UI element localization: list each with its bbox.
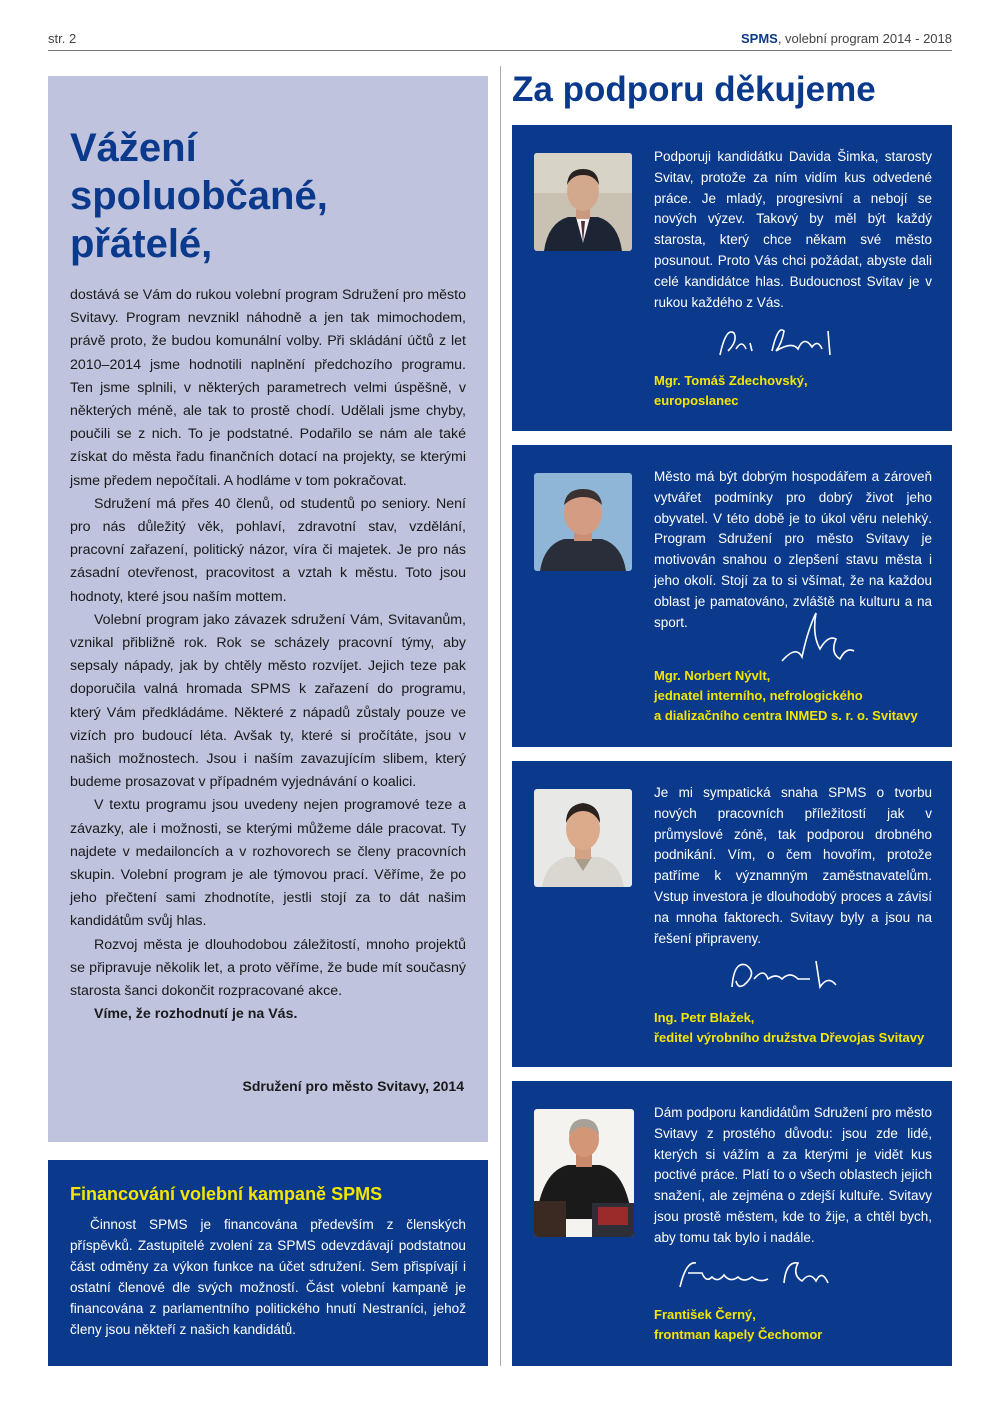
endorser-name-line: Ing. Petr Blažek, bbox=[654, 1010, 755, 1025]
endorser-role-line: ředitel výrobního družstva Dřevojas Svitavy bbox=[654, 1030, 925, 1045]
portrait-photo bbox=[534, 1109, 634, 1237]
support-title: Za podporu děkujeme bbox=[512, 70, 876, 109]
financing-box bbox=[48, 1160, 488, 1366]
endorser-name bbox=[654, 1305, 822, 1345]
signature-image bbox=[772, 605, 862, 671]
endorsement-card bbox=[512, 125, 952, 431]
signature-image bbox=[724, 953, 854, 997]
page-header bbox=[48, 28, 952, 51]
letter-paragraph: V textu programu jsou uvedeny nejen programové teze a závazky, ale i možnosti, se kterými můžeme dále pracovat. Ty najdete v medailoncích a v rozhovorech se členy pracovních skupin. Volební program je ale týmovou prací. Věříme, že po jeho přečtení sami zhodnotíte, jestli stojí za to dát našim kandidátům svůj hlas. bbox=[70, 797, 466, 930]
portrait-photo bbox=[534, 789, 632, 887]
letter-signature: Sdružení pro město Svitavy, 2014 bbox=[242, 1078, 464, 1094]
signature-image bbox=[712, 321, 862, 363]
endorser-name-line: Mgr. Norbert Nývlt, bbox=[654, 668, 771, 683]
letter-closing: Víme, že rozhodnutí je na Vás. bbox=[94, 1006, 298, 1023]
letter-title-line: spoluobčané, bbox=[70, 174, 328, 218]
letter-paragraph: Sdružení má přes 40 členů, od studentů po seniory. Není pro nás důležitý věk, pohlaví, zdravotní stav, vzdělání, pracovní zařazení, politický názor, víra či majetek. Je pro nás zásadní otevřenost, pracovitost a vztah k městu. Toto jsou hodnoty, které jsou naším mottem. bbox=[70, 495, 466, 605]
header-title bbox=[741, 31, 952, 46]
signature-image bbox=[672, 1253, 842, 1295]
endorser-role-line: frontman kapely Čechomor bbox=[654, 1327, 823, 1342]
letter-paragraph: Volební program jako závazek sdružení Vám, Svitavanům, vznikal přibližně rok. Rok se scházely pracovní týmy, aby sepsaly nápady, jak by chtěly město rozvíjet. Jejich teze pak doporučila valná hromada SPMS k zařazení do programu, který Vám předkládáme. Některé z nápadů zůstaly pouze ve vizích pro budoucí léta. Avšak ty, které si pročítáte, jsou v našich možnostech. Jsou i naším zavazujícím slibem, který budeme prosazovat v případném vyjednávání o koalici. bbox=[70, 611, 466, 791]
page-number: str. 2 bbox=[48, 31, 77, 46]
endorsement-card bbox=[512, 445, 952, 747]
endorser-name-line: František Černý, bbox=[654, 1307, 756, 1322]
letter-body bbox=[70, 284, 466, 1027]
letter-box bbox=[48, 76, 488, 1142]
endorser-name bbox=[654, 371, 808, 411]
portrait-photo bbox=[534, 473, 632, 571]
header-brand: SPMS bbox=[740, 31, 778, 46]
letter-title bbox=[70, 124, 450, 268]
endorsement-card bbox=[512, 761, 952, 1067]
endorsement-quote: Dám podporu kandidátům Sdružení pro město Svitavy z prostého důvodu: jsou zde lidé, kterých si vážím a za kterými je vidět kus poctivé práce. Platí to o všech oblastech jejich snažení, ale zejména o zdejší kultuře. Svitavy jsou prostě městem, kde to žije, a chtěl bych, aby tomu tak bylo i nadále. bbox=[654, 1105, 932, 1245]
endorsement-card bbox=[512, 1081, 952, 1366]
endorser-name bbox=[654, 666, 918, 726]
financing-title: Financování volební kampaně SPMS bbox=[70, 1184, 383, 1204]
endorsement-quote: Podporuji kandidátku Davida Šimka, starosty Svitav, protože za ním vidím kus odvedené práce. Je mladý, progresivní a nebojí se nových výzev. Takový by měl být každý starosta, který chce někam své město posunout. Proto Vás chci požádat, abyste dali celé kandidátce hlas. Budoucnost Svitav je v rukou každého z Vás. bbox=[654, 149, 932, 310]
endorser-role-line: europoslanec bbox=[654, 393, 739, 408]
letter-title-line: Vážení bbox=[70, 126, 197, 170]
endorser-role-line: jednatel interního, nefrologického bbox=[654, 688, 863, 703]
financing-text: Činnost SPMS je financována především z členských příspěvků. Zastupitelé zvolení za SPMS odevzdávají podstatnou část odměny za výkon funkce na účet sdružení. Sem přispívají i ostatní členové dle svých možností. Část volební kampaně je financována z parlamentního politického hnutí Nestraníci, jehož členy jsou někteří z našich kandidátů. bbox=[70, 1217, 466, 1337]
endorsement-quote: Město má být dobrým hospodářem a zároveň vytvářet podmínky pro dobrý život jeho obyvatel. V této době je to úkol věru nelehký. Program Sdružení pro město Svitavy je motivován snahou o zlepšení stavu města i jeho okolí. Stojí za to si všímat, že na každou oblast je pamatováno, zvláště na kulturu a na sport. bbox=[654, 469, 932, 630]
endorser-name-line: Mgr. Tomáš Zdechovský, bbox=[654, 373, 808, 388]
portrait-photo bbox=[534, 153, 632, 251]
letter-title-line: přátelé, bbox=[70, 222, 213, 266]
endorser-name bbox=[654, 1008, 924, 1048]
header-subtitle: , volební program 2014 - 2018 bbox=[777, 31, 952, 46]
column-divider bbox=[500, 66, 501, 1366]
endorsement-quote: Je mi sympatická snaha SPMS o tvorbu nových pracovních příležitostí jak v průmyslové zóně, tak podporou drobného podnikání. Vím, o čem hovořím, protože patříme k významným zaměstnavatelům. Vstup investora je dlouhodobý proces a závisí na mnoha faktorech. Svitavy byly a jsou na řešení připraveny. bbox=[654, 785, 932, 946]
endorser-role-line: a dializačního centra INMED s. r. o. Svitavy bbox=[654, 708, 918, 723]
letter-paragraph: Rozvoj města je dlouhodobou záležitostí, mnoho projektů se připravuje několik let, a proto věříme, že bude mít současný starosta šanci dokončit rozpracované akce. bbox=[70, 936, 466, 1000]
letter-paragraph: dostává se Vám do rukou volební program Sdružení pro město Svitavy. Program nevznikl náhodně a jen tak mimochodem, právě proto, že budou komunální volby. Při skládání účtů z let 2010–2014 jsme hodnotili naplnění předchozího programu. Ten jsme splnili, v některých parametrech velmi úspěšně, v některých méně, ale tak to prostě chodí. Udělali jsme chyby, poučili se z nich. To je podstatné. Podařilo se nám ale také získat do města řadu finančních dotací na projekty, se kterými jsme předem nepočítali. A hodláme v tom pokračovat. bbox=[70, 287, 466, 489]
